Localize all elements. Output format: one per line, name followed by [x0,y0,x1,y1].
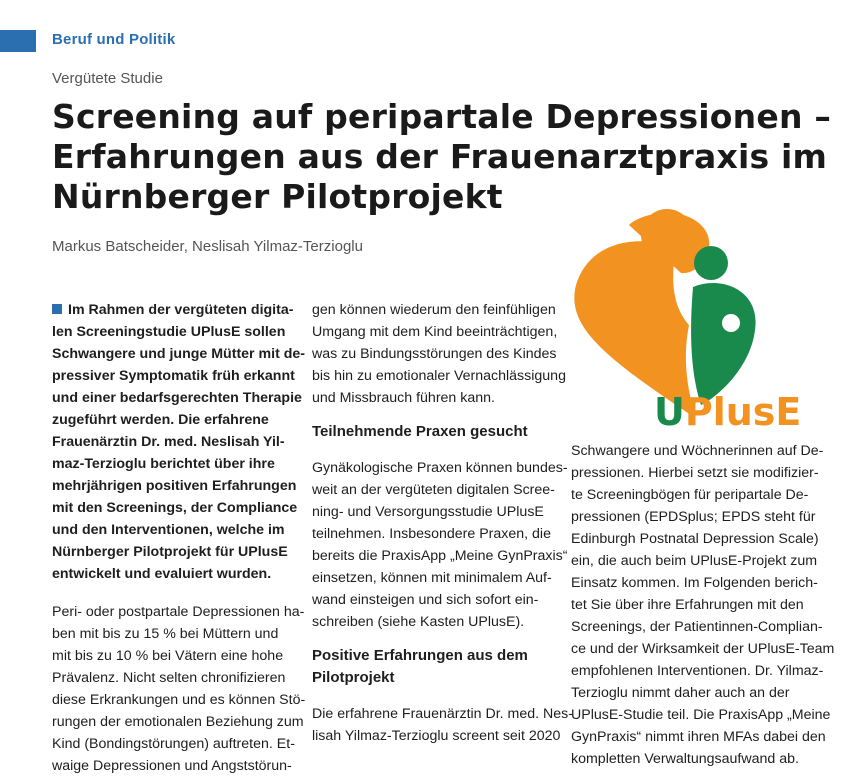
subheading-line: Pilotprojekt [312,669,395,686]
body-line: Umgang mit dem Kind beeinträchtigen, [312,324,558,340]
body-line: waige Depressionen und Angststörun- [52,758,292,774]
body-line: lisah Yilmaz-Terzioglu screent seit 2020 [312,728,561,744]
body-line: rungen der emotionalen Beziehung zum [52,714,304,730]
lead-line: Frauenärztin Dr. med. Neslisah Yil- [52,434,285,450]
lead-line: mehrjährigen positiven Erfahrungen [52,478,297,494]
section-marker-bar [0,30,36,52]
body-paragraph [571,440,835,770]
body-line: weit an der vergüteten digitalen Scree- [312,482,555,498]
body-line: Gynäkologische Praxen können bundes- [312,460,568,476]
subheading-erfahrungen [312,645,550,689]
body-line: UPlusE-Studie teil. Die PraxisApp „Meine [571,707,831,723]
body-line: ben mit bis zu 15 % bei Müttern und [52,626,279,642]
body-line: einsetzen, können mit minimalem Auf- [312,570,552,586]
body-line: diese Erkrankungen und es können Stö- [52,692,306,708]
body-line: Einsatz kommen. Im Folgenden berich- [571,575,818,591]
body-paragraph [312,457,568,633]
title-line: Nürnberger Pilotprojekt [52,177,503,216]
subheading-praxen: Teilnehmende Praxen gesucht [312,423,528,440]
body-line: mit bis zu 10 % bei Vätern eine hohe [52,648,284,664]
body-line: pressionen. Hierbei setzt sie modifizier- [571,465,819,481]
logo-child-dot [722,314,740,332]
article-kicker: Vergütete Studie [52,70,163,87]
lead-line [52,299,292,321]
body-line: was zu Bindungsstörungen des Kindes [312,346,557,362]
lead-line: entwickelt und evaluiert wurden. [52,566,272,582]
lead-line: len Screeningstudie UPlusE sollen [52,324,286,340]
body-line: Peri- oder postpartale Depressionen ha- [52,604,305,620]
body-line: ce und der Wirksamkeit der UPlusE-Team [571,641,835,657]
lead-line: Schwangere und junge Mütter mit de- [52,346,306,362]
logo-letter-u: U [654,390,685,434]
text-column-1 [52,299,306,777]
uplus-logo-text [654,390,801,434]
lead-paragraph [52,299,306,585]
body-line: Die erfahrene Frauenärztin Dr. med. Nes- [312,706,573,722]
lead-line: mit den Screenings, der Compliance [52,500,298,516]
body-line: ning- und Versorgungsstudie UPlusE [312,504,544,520]
lead-line: pressiver Symptomatik früh erkannt [52,368,295,384]
text-column-2 [312,299,573,747]
subheading-line: Positive Erfahrungen aus dem [312,647,528,664]
logo-child-body [691,283,756,405]
body-paragraph [312,703,573,747]
section-label: Beruf und Politik [52,31,176,48]
body-line: gen können wiederum den feinfühligen [312,302,556,318]
lead-line: und einer bedarfsgerechten Therapie [52,390,302,406]
lead-line: maz-Terzioglu berichtet über ihre [52,456,275,472]
body-paragraph [312,299,566,409]
body-line: Schwangere und Wöchnerinnen auf De- [571,443,824,459]
body-line: teilnehmen. Insbesondere Praxen, die [312,526,551,542]
lead-line: Nürnberger Pilotprojekt für UPlusE [52,544,288,560]
lead-line-text: Im Rahmen der vergüteten digita- [68,302,294,318]
body-paragraph [52,601,306,777]
body-line: bis hin zu emotionaler Vernachlässigung [312,368,566,384]
body-line: pressionen (EPDSplus; EPDS steht für [571,509,816,525]
body-line: tet Sie über ihre Erfahrungen mit den [571,597,804,613]
lead-square-icon [52,304,62,314]
body-line: Kind (Bondingstörungen) auftreten. Et- [52,736,295,752]
body-line: GynPraxis“ nimmt ihren MFAs dabei den [571,729,826,745]
body-line: wand einsteigen und sich sofort ein- [312,592,539,608]
body-line: bereits die PraxisApp „Meine GynPraxis“ [312,548,568,564]
logo-letters-pluse: PlusE [684,390,802,434]
body-line: schreiben (siehe Kasten UPlusE). [312,614,525,630]
body-line: Edinburgh Postnatal Depression Scale) [571,531,819,547]
body-line: kompletten Verwaltungsaufwand ab. [571,751,799,767]
lead-line: zugeführt werden. Die erfahrene [52,412,269,428]
lead-line: und den Interventionen, welche im [52,522,285,538]
body-line: empfohlenen Interventionen. Dr. Yilmaz- [571,663,824,679]
title-line: Erfahrungen aus der Frauenarztpraxis im [52,137,828,176]
body-line: Prävalenz. Nicht selten chronifizieren [52,670,286,686]
logo-child-head [694,246,728,280]
body-line: te Screeningbögen für peripartale De- [571,487,809,503]
article-title [52,97,832,217]
body-line: ein, die auch beim UPlusE-Projekt zum [571,553,818,569]
body-line: Terzioglu nimmt daher auch an der [571,685,790,701]
body-line: Screenings, der Patientinnen-Complian- [571,619,823,635]
text-column-3 [571,440,835,770]
body-line: und Missbrauch führen kann. [312,390,495,406]
article-authors: Markus Batscheider, Neslisah Yilmaz-Terzioglu [52,238,363,255]
title-line: Screening auf peripartale Depressionen – [52,97,832,136]
